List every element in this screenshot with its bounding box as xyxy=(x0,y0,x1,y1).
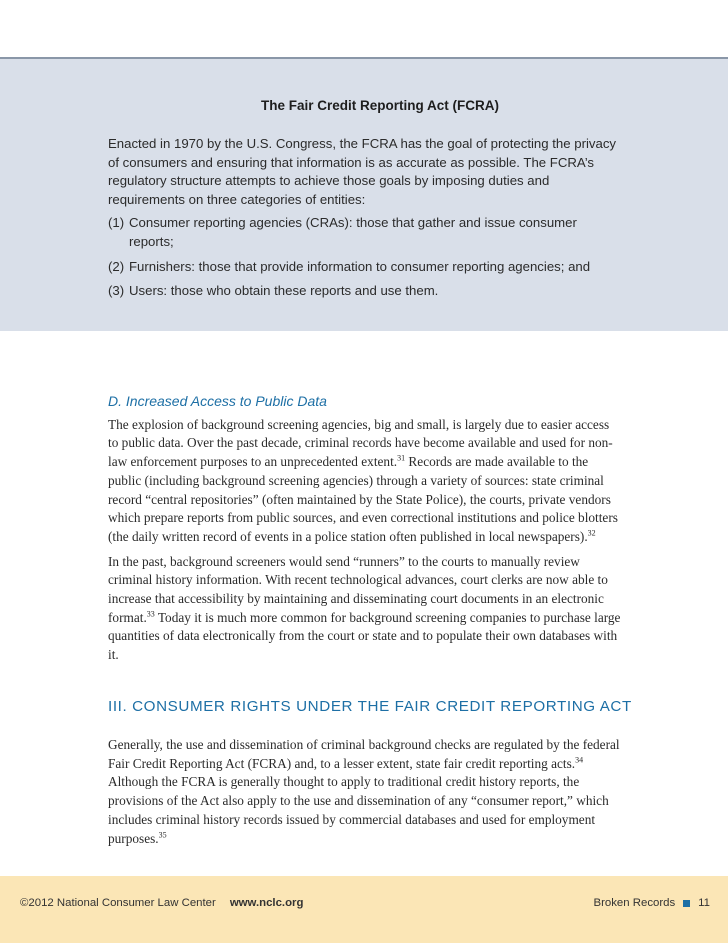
list-item-text: Furnishers: those that provide information to consumer reporting agencies; and xyxy=(129,258,591,274)
section-iii xyxy=(108,736,622,854)
list-item-number: (1) xyxy=(108,215,125,231)
section-d-paragraph-2 xyxy=(108,553,622,665)
paragraph-text: The explosion of background screening agencies, big and small, is largely due to easier access to public data. Over the past decade, criminal records have become available and used for non-law enforcement purposes to an unprecedented extent. xyxy=(108,416,613,470)
list-item xyxy=(108,258,620,277)
footer-left xyxy=(20,897,303,909)
footnote-ref-31[interactable]: 31 xyxy=(397,453,406,463)
list-item xyxy=(108,214,620,251)
paragraph-text: Generally, the use and dissemination of criminal background checks are regulated by the federal Fair Credit Reporting Act (FCRA) and, to a lesser extent, state fair credit reporting acts. xyxy=(108,737,620,771)
section-d-heading: D. Increased Access to Public Data xyxy=(108,393,327,409)
page-number: 11 xyxy=(698,897,710,909)
list-item xyxy=(108,282,620,301)
sidebox-title: The Fair Credit Reporting Act (FCRA) xyxy=(261,98,499,113)
list-item-text: Consumer reporting agencies (CRAs): those that gather and issue consumer reports; xyxy=(129,215,577,249)
list-item-number: (3) xyxy=(108,283,125,299)
footnote-ref-34[interactable]: 34 xyxy=(575,755,584,765)
square-bullet-icon xyxy=(683,900,690,907)
page-footer xyxy=(0,876,728,943)
section-iii-heading: III. CONSUMER RIGHTS UNDER THE FAIR CREDIT REPORTING ACT xyxy=(108,698,632,715)
footnote-ref-33[interactable]: 33 xyxy=(146,609,155,619)
section-d-paragraph-1 xyxy=(108,416,622,547)
sidebox-intro: Enacted in 1970 by the U.S. Congress, the FCRA has the goal of protecting the privacy of consumers and ensuring that information is as accurate as possible. The FCRA’s regulatory structure attempts to achieve those goals by imposing duties and requirements on three categories of entities: xyxy=(108,136,617,207)
footnote-ref-35[interactable]: 35 xyxy=(158,830,167,840)
list-item-text: Users: those who obtain these reports and use them. xyxy=(129,283,439,299)
section-iii-paragraph-1 xyxy=(108,736,622,848)
section-d xyxy=(108,392,622,671)
paragraph-text: Although the FCRA is generally thought to apply to traditional credit history reports, the provisions of the Act also apply to the use and dissemination of any “consumer report,” which includes criminal history records issued by commercial databases and used for employment purposes. xyxy=(108,774,609,846)
footer-right xyxy=(594,897,711,909)
footer-publication-title: Broken Records xyxy=(593,897,676,909)
footer-copyright: ©2012 National Consumer Law Center xyxy=(20,897,216,909)
paragraph-text: Records are made available to the public (including background screening agencies) through a variety of sources: state criminal record “central repositories” (often maintained by the State Police), the courts, private vendors which prepare reports from public sources, and even correctional institutions and police blotters (the daily written record of events in a police station often published in local newspapers). xyxy=(108,454,618,544)
paragraph-text: In the past, background screeners would send “runners” to the courts to manually review criminal history information. With recent technological advances, court clerks are now able to increase that accessibility by maintaining and disseminating court documents in an electronic format. xyxy=(108,553,608,625)
paragraph-text: Today it is much more common for background screening companies to purchase large quantities of data electronically from the court or state and to populate their own databases with it. xyxy=(108,609,621,663)
sidebox-body xyxy=(108,135,620,307)
footnote-ref-32[interactable]: 32 xyxy=(587,528,596,538)
fcra-sidebox xyxy=(0,59,728,331)
list-item-number: (2) xyxy=(108,258,125,274)
footer-url-link[interactable]: www.nclc.org xyxy=(229,897,304,909)
